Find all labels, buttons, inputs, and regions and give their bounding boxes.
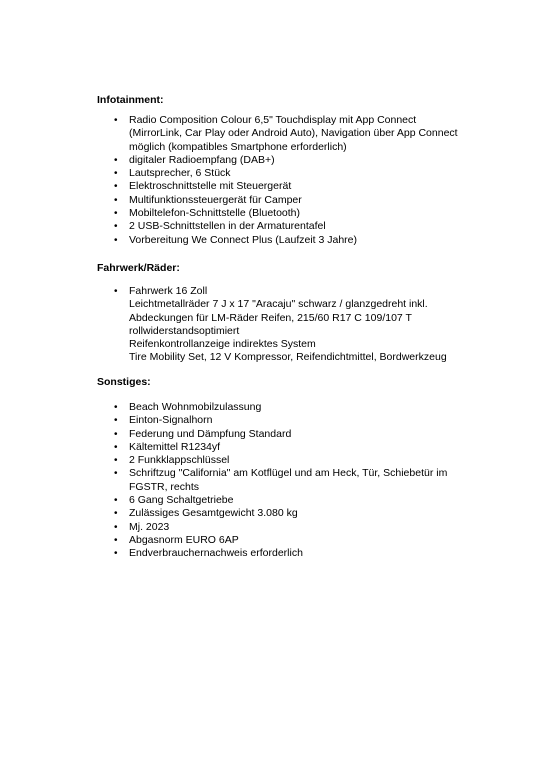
- bullet-icon: •: [114, 495, 118, 507]
- list-item: [0, 207, 543, 220]
- bullet-icon: •: [114, 181, 118, 193]
- item-line: Abdeckungen für LM-Räder Reifen, 215/60 R17 C 109/107 T: [129, 311, 412, 324]
- item-line: Lautsprecher, 6 Stück: [129, 167, 231, 180]
- item-line: Leichtmetallräder 7 J x 17 "Aracaju" schwarz / glanzgedreht inkl.: [129, 298, 428, 311]
- item-line: FGSTR, rechts: [129, 480, 200, 493]
- list-item: [0, 441, 543, 454]
- bullet-icon: •: [114, 194, 118, 206]
- list-item: [0, 467, 543, 494]
- list-item: [0, 194, 543, 207]
- list-item: [0, 234, 543, 247]
- item-line: Zulässiges Gesamtgewicht 3.080 kg: [129, 507, 298, 520]
- item-line: Fahrwerk 16 Zoll: [129, 285, 208, 297]
- item-line: Tire Mobility Set, 12 V Kompressor, Reifendichtmittel, Bordwerkzeug: [129, 351, 447, 364]
- bullet-icon: •: [114, 168, 118, 180]
- bullet-icon: •: [114, 441, 118, 453]
- item-line: 6 Gang Schaltgetriebe: [129, 494, 234, 507]
- list-infotainment: [0, 114, 543, 247]
- bullet-icon: •: [114, 455, 118, 467]
- item-line: Einton-Signalhorn: [129, 414, 213, 427]
- bullet-icon: •: [114, 208, 118, 220]
- section-heading-fahrwerk: Fahrwerk/Räder:: [97, 262, 180, 274]
- bullet-icon: •: [114, 402, 118, 413]
- bullet-icon: •: [114, 534, 118, 546]
- item-line: Mj. 2023: [129, 520, 170, 533]
- bullet-icon: •: [114, 548, 118, 560]
- list-item: [0, 285, 543, 365]
- list-item: [0, 428, 543, 441]
- list-sonstiges: [0, 401, 543, 561]
- item-line: (MirrorLink, Car Play oder Android Auto), Navigation über App Connect: [129, 127, 458, 140]
- bullet-icon: •: [114, 115, 118, 126]
- list-item: [0, 414, 543, 427]
- bullet-icon: •: [114, 521, 118, 533]
- list-item: [0, 507, 543, 520]
- item-line: Multifunktionssteuergerät für Camper: [129, 193, 302, 206]
- item-line: Vorbereitung We Connect Plus (Laufzeit 3 Jahre): [129, 233, 358, 246]
- item-line: 2 Funkklappschlüssel: [129, 454, 230, 467]
- section-heading-infotainment: Infotainment:: [97, 94, 164, 106]
- list-item: [0, 494, 543, 507]
- bullet-icon: •: [114, 286, 118, 297]
- item-line: Endverbrauchernachweis erforderlich: [129, 547, 303, 560]
- list-item: [0, 401, 543, 414]
- item-line: Reifenkontrollanzeige indirektes System: [129, 338, 316, 351]
- item-line: Abgasnorm EURO 6AP: [129, 533, 239, 546]
- bullet-icon: •: [114, 154, 118, 166]
- list-item: [0, 180, 543, 193]
- item-line: Schriftzug "California" am Kotflügel und am Heck, Tür, Schiebetür im: [129, 467, 448, 480]
- item-line: Radio Composition Colour 6,5" Touchdisplay mit App Connect: [129, 114, 417, 126]
- item-line: rollwiderstandsoptimiert: [129, 324, 240, 337]
- item-line: Beach Wohnmobilzulassung: [129, 401, 262, 413]
- bullet-icon: •: [114, 468, 118, 480]
- bullet-icon: •: [114, 508, 118, 520]
- list-item: [0, 547, 543, 560]
- item-line: Mobiltelefon-Schnittstelle (Bluetooth): [129, 207, 301, 220]
- list-item: [0, 534, 543, 547]
- item-line: 2 USB-Schnittstellen in der Armaturentafel: [129, 220, 326, 233]
- item-line: Federung und Dämpfung Standard: [129, 427, 292, 440]
- list-item: [0, 521, 543, 534]
- list-item: [0, 154, 543, 167]
- list-item: [0, 220, 543, 233]
- list-item: [0, 114, 543, 154]
- list-item: [0, 167, 543, 180]
- item-line: möglich (kompatibles Smartphone erforderlich): [129, 140, 347, 153]
- item-line: Kältemittel R1234yf: [129, 440, 221, 453]
- item-line: Elektroschnittstelle mit Steuergerät: [129, 180, 292, 193]
- section-heading-sonstiges: Sonstiges:: [97, 376, 151, 388]
- item-line: digitaler Radioempfang (DAB+): [129, 153, 275, 166]
- list-item: [0, 454, 543, 467]
- bullet-icon: •: [114, 428, 118, 440]
- list-fahrwerk: [0, 285, 543, 365]
- bullet-icon: •: [114, 234, 118, 246]
- bullet-icon: •: [114, 221, 118, 233]
- bullet-icon: •: [114, 415, 118, 427]
